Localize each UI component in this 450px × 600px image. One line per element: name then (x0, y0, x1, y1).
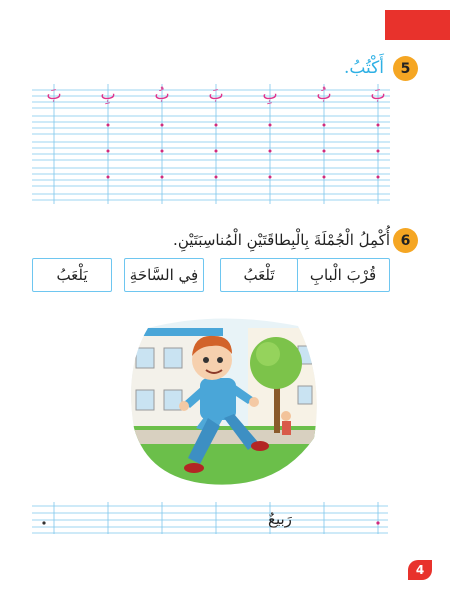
word-card[interactable]: تَلْعَبُ (220, 258, 298, 292)
page-number: 4 (408, 560, 432, 580)
model-letter: بُ (154, 84, 170, 103)
model-letter: بَ (46, 84, 62, 103)
word-card[interactable]: فِي السَّاحَةِ (124, 258, 204, 292)
word-card[interactable]: يَلْعَبُ (32, 258, 112, 292)
model-letter: بُ (316, 84, 332, 103)
exercise-5-instruction: أَكْتُبُ. (343, 58, 384, 78)
exercise-6-badge: 6 (393, 228, 418, 253)
model-letter: بِ (100, 84, 116, 103)
word-cards (32, 258, 388, 292)
boy-running-illustration (128, 318, 320, 488)
model-letter: بِ (262, 84, 278, 103)
exercise-6-instruction: أُكْمِلُ الْجُمْلَةَ بِالْبِطاقَتَيْنِ الْمُناسِبَتَيْنِ. (173, 231, 390, 249)
exercise-5-badge: 5 (393, 56, 418, 81)
answer-start-word: رَبيعٌ (268, 510, 292, 528)
model-letter: بَ (208, 84, 224, 103)
answer-writing-line[interactable] (32, 502, 388, 534)
chapter-tab (385, 10, 450, 40)
model-letter: بَ (370, 84, 386, 103)
word-card[interactable]: قُرْبَ الْبابِ (296, 258, 390, 292)
model-letters-row (32, 84, 392, 102)
